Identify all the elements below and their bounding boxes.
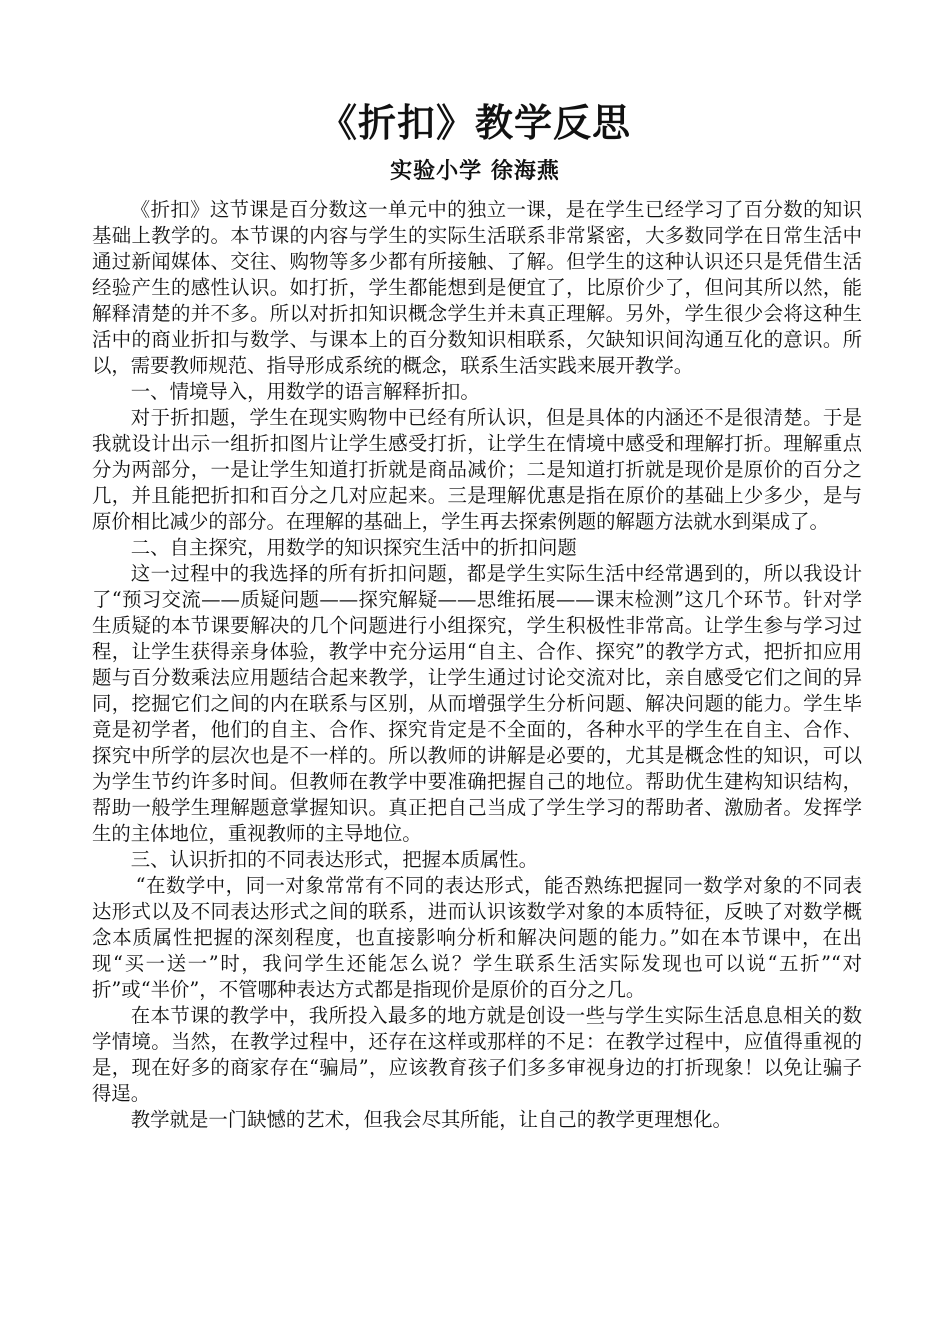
section-heading-3: 三、认识折扣的不同表达形式，把握本质属性。 (130, 848, 538, 871)
paragraph-conclusion: 教学就是一门缺憾的艺术，但我会尽其所能，让自己的教学更理想化。 (130, 1108, 732, 1131)
document-title: 《折扣》教学反思 (318, 100, 631, 145)
paragraph-reflection: 在本节课的教学中，我所投入最多的地方就是创设一些与学生实际生活息息相关的数学情境。当然，在教学过程中，还存在这样或那样的不足：在教学过程中，应值得重视的是，现在好多的商家存在“骗局”，应该教育孩子们多多审视身边的打折现象！以免让骗子得逞。 (92, 1004, 862, 1105)
document-body (92, 197, 862, 1133)
paragraph-section-3: “在数学中，同一对象常常有不同的表达形式，能否熟练把握同一数学对象的不同表达形式以及不同表达形式之间的联系，进而认识该数学对象的本质特征，反映了对数学概念本质属性把握的深刻程度，也直接影响分析和解决问题的能力。”如在本节课中，在出现“买一送一”时，我问学生还能怎么说？学生联系生活实际发现也可以说“五折”“对折”或“半价”，不管哪种表达方式都是指现价是原价的百分之几。 (92, 874, 862, 1001)
section-heading-2: 二、自主探究，用数学的知识探究生活中的折扣问题 (130, 536, 577, 559)
document-author: 实验小学 徐海燕 (390, 158, 560, 184)
paragraph-section-1: 对于折扣题，学生在现实购物中已经有所认识，但是具体的内涵还不是很清楚。于是我就设计出示一组折扣图片让学生感受打折，让学生在情境中感受和理解打折。理解重点分为两部分，一是让学生知道打折就是商品减价；二是知道打折就是现价是原价的百分之几，并且能把折扣和百分之几对应起来。三是理解优惠是指在原价的基础上少多少，是与原价相比减少的部分。在理解的基础上，学生再去探索例题的解题方法就水到渠成了。 (92, 406, 862, 533)
section-heading-1: 一、情境导入，用数学的语言解释折扣。 (130, 380, 480, 403)
paragraph-intro: 《折扣》这节课是百分数这一单元中的独立一课，是在学生已经学习了百分数的知识基础上教学的。本节课的内容与学生的实际生活联系非常紧密，大多数同学在日常生活中通过新闻媒体、交往、购物等多少都有所接触、了解。但学生的这种认识还只是凭借生活经验产生的感性认识。如打折，学生都能想到是便宜了，比原价少了，但问其所以然，能解释清楚的并不多。所以对折扣知识概念学生并未真正理解。另外，学生很少会将这种生活中的商业折扣与数学、与课本上的百分数知识相联系，欠缺知识间沟通互化的意识。所以，需要教师规范、指导形成系统的概念，联系生活实践来展开教学。 (92, 198, 862, 377)
paragraph-section-2: 这一过程中的我选择的所有折扣问题，都是学生实际生活中经常遇到的，所以我设计了“预习交流——质疑问题——探究解疑——思维拓展——课末检测”这几个环节。针对学生质疑的本节课要解决的几个问题进行小组探究，学生积极性非常高。让学生参与学习过程，让学生获得亲身体验，教学中充分运用“自主、合作、探究”的教学方式，把折扣应用题与百分数乘法应用题结合起来教学，让学生通过讨论交流对比，亲自感受它们之间的异同，挖掘它们之间的内在联系与区别，从而增强学生分析问题、解决问题的能力。学生毕竟是初学者，他们的自主、合作、探究肯定是不全面的，各种水平的学生在自主、合作、探究中所学的层次也是不一样的。所以教师的讲解是必要的，尤其是概念性的知识，可以为学生节约许多时间。但教师在教学中要准确把握自己的地位。帮助优生建构知识结构，帮助一般学生理解题意掌握知识。真正把自己当成了学生学习的帮助者、激励者。发挥学生的主体地位，重视教师的主导地位。 (92, 562, 862, 845)
